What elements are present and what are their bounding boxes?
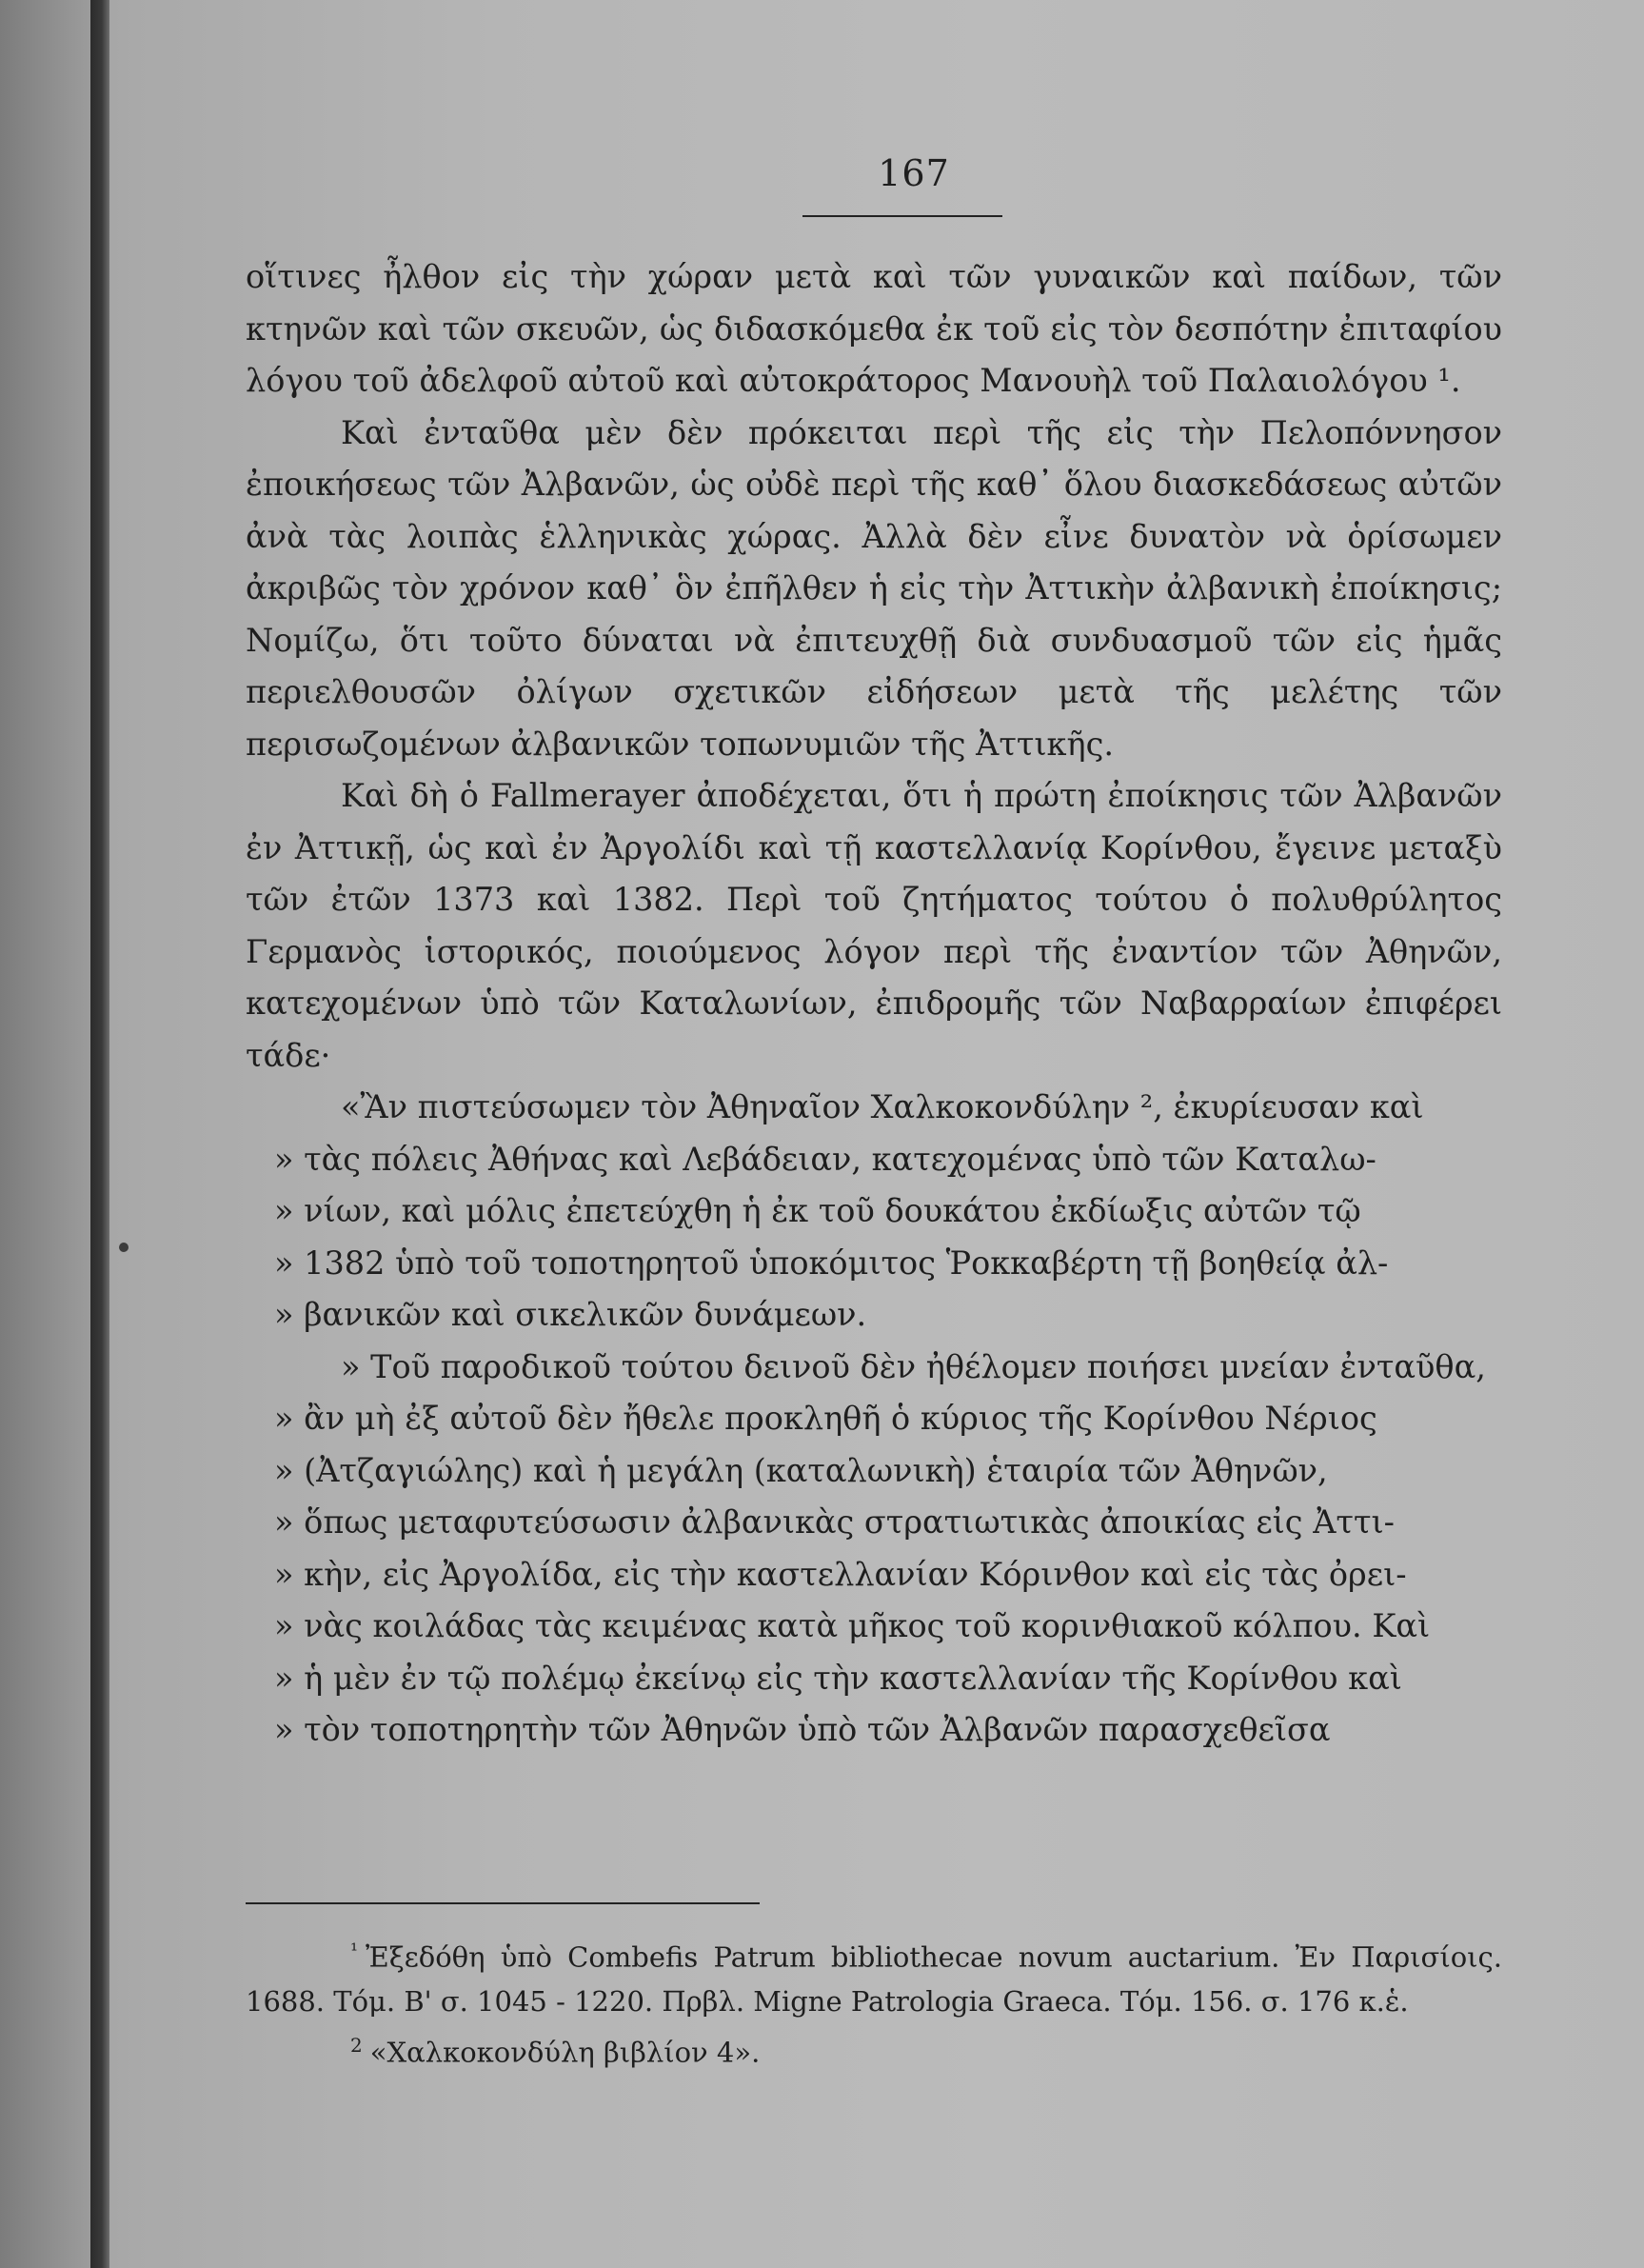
quote-line: » τὰς πόλεις Ἀθήνας καὶ Λεβάδειαν, κατεχομένας ὑπὸ τῶν Καταλω- bbox=[274, 1140, 1377, 1178]
quote-line: » ὅπως μεταφυτεύσωσιν ἀλβανικὰς στρατιωτικὰς ἀποικίας εἰς Ἀττι- bbox=[274, 1503, 1395, 1541]
quote-line: » 1382 ὑπὸ τοῦ τοποτηρητοῦ ὑποκόμιτος Ῥοκκαβέρτη τῇ βοηθείᾳ ἀλ- bbox=[274, 1243, 1389, 1282]
page-edge-shadow bbox=[0, 0, 90, 2268]
book-spine bbox=[90, 0, 109, 2268]
quote-line: » Τοῦ παροδικοῦ τούτου δεινοῦ δὲν ἠθέλομεν ποιήσει μνείαν ἐνταῦθα, bbox=[341, 1347, 1486, 1385]
main-text bbox=[246, 251, 1502, 1757]
quote-line: » νίων, καὶ μόλις ἐπετεύχθη ἡ ἐκ τοῦ δουκάτου ἐκδίωξις αὐτῶν τῷ bbox=[274, 1192, 1361, 1229]
footnote-rule bbox=[246, 1902, 760, 1904]
footnote-mark: 2 bbox=[350, 2033, 363, 2057]
paragraph-2: Καὶ ἐνταῦθα μὲν δὲν πρόκειται περὶ τῆς εἰς τὴν Πελοπόννησον ἐποικήσεως τῶν Ἀλβανῶν, ὡς οὐδὲ περὶ τῆς καθ᾽ ὅλου διασκεδάσεως αὐτῶν ἀνὰ τὰς λοιπὰς ἑλληνικὰς χώρας. Ἀλλὰ δὲν εἶνε δυνατὸν νὰ ὁρίσωμεν ἀκριβῶς τὸν χρόνον καθ᾽ ὃν ἐπῆλθεν ἡ εἰς τὴν Ἀττικὴν ἀλβανικὴ ἐποίκησις; Νομίζω, ὅτι τοῦτο δύναται νὰ ἐπιτευχθῇ διὰ συνδυασμοῦ τῶν εἰς ἡμᾶς περιελθουσῶν ὀλίγων σχετικῶν εἰδήσεων μετὰ τῆς μελέτης τῶν περισωζομένων ἀλβανικῶν τοπωνυμιῶν τῆς Ἀττικῆς. bbox=[246, 413, 1502, 763]
footnote-text: Ἐξεδόθη ὑπὸ Combefis Patrum bibliothecae novum auctarium. Ἐν Παρισίοις. 1688. Τόμ. Β' σ. 1045 - 1220. Πρβλ. Migne Patrologia Graeca. Τόμ. 156. σ. 176 κ.ἑ. bbox=[246, 1940, 1502, 2018]
quote-line: «Ἂν πιστεύσωμεν τὸν Ἀθηναῖον Χαλκοκονδύλην ², ἐκυρίευσαν καὶ bbox=[341, 1088, 1424, 1125]
quotation-block bbox=[274, 1082, 1502, 1757]
page-number-rule bbox=[802, 215, 1002, 217]
quote-line: » ἂν μὴ ἐξ αὐτοῦ δὲν ἤθελε προκληθῆ ὁ κύριος τῆς Κορίνθου Νέριος bbox=[274, 1400, 1377, 1437]
quote-line: » κὴν, εἰς Ἀργολίδα, εἰς τὴν καστελλανίαν Κόρινθον καὶ εἰς τὰς ὀρει- bbox=[274, 1555, 1407, 1593]
paper-speck bbox=[119, 1243, 129, 1252]
footnotes bbox=[246, 1928, 1502, 2074]
paragraph-1: οἵτινες ἦλθον εἰς τὴν χώραν μετὰ καὶ τῶν γυναικῶν καὶ παίδων, τῶν κτηνῶν καὶ τῶν σκευῶν, ὡς διδασκόμεθα ἐκ τοῦ εἰς τὸν δεσπότην ἐπιταφίου λόγου τοῦ ἀδελφοῦ αὐτοῦ καὶ αὐτοκράτορος Μανουὴλ τοῦ Παλαιολόγου ¹. bbox=[246, 258, 1502, 399]
footnote-text: «Χαλκοκονδύλη βιβλίον 4». bbox=[369, 2036, 761, 2069]
quote-line: » (Ἀτζαγιώλης) καὶ ἡ μεγάλη (καταλωνικὴ) ἑταιρία τῶν Ἀθηνῶν, bbox=[274, 1451, 1328, 1489]
quote-line: » νὰς κοιλάδας τὰς κειμένας κατὰ μῆκος τοῦ κορινθιακοῦ κόλπου. Καὶ bbox=[274, 1607, 1431, 1644]
footnote-1 bbox=[246, 1928, 1502, 2023]
footnote-mark: ¹ bbox=[350, 1939, 359, 1961]
quote-line: » τὸν τοποτηρητὴν τῶν Ἀθηνῶν ὑπὸ τῶν Ἀλβανῶν παρασχεθεῖσα bbox=[274, 1711, 1331, 1748]
quote-line: » ἡ μὲν ἐν τῷ πολέμῳ ἐκείνῳ εἰς τὴν καστελλανίαν τῆς Κορίνθου καὶ bbox=[274, 1659, 1402, 1697]
page-number: 167 bbox=[878, 152, 950, 194]
footnote-2 bbox=[246, 2023, 1502, 2075]
paragraph-3: Καὶ δὴ ὁ Fallmerayer ἀποδέχεται, ὅτι ἡ πρώτη ἐποίκησις τῶν Ἀλβανῶν ἐν Ἀττικῇ, ὡς καὶ ἐν Ἀργολίδι καὶ τῇ καστελλανίᾳ Κορίνθου, ἔγεινε μεταξὺ τῶν ἐτῶν 1373 καὶ 1382. Περὶ τοῦ ζητήματος τούτου ὁ πολυθρύλητος Γερμανὸς ἱστορικός, ποιούμενος λόγον περὶ τῆς ἐναντίον τῶν Ἀθηνῶν, κατεχομένων ὑπὸ τῶν Καταλωνίων, ἐπιδρομῆς τῶν Ναβαρραίων ἐπιφέρει τάδε· bbox=[246, 777, 1502, 1074]
quote-line: » βανικῶν καὶ σικελικῶν δυνάμεων. bbox=[274, 1296, 867, 1333]
